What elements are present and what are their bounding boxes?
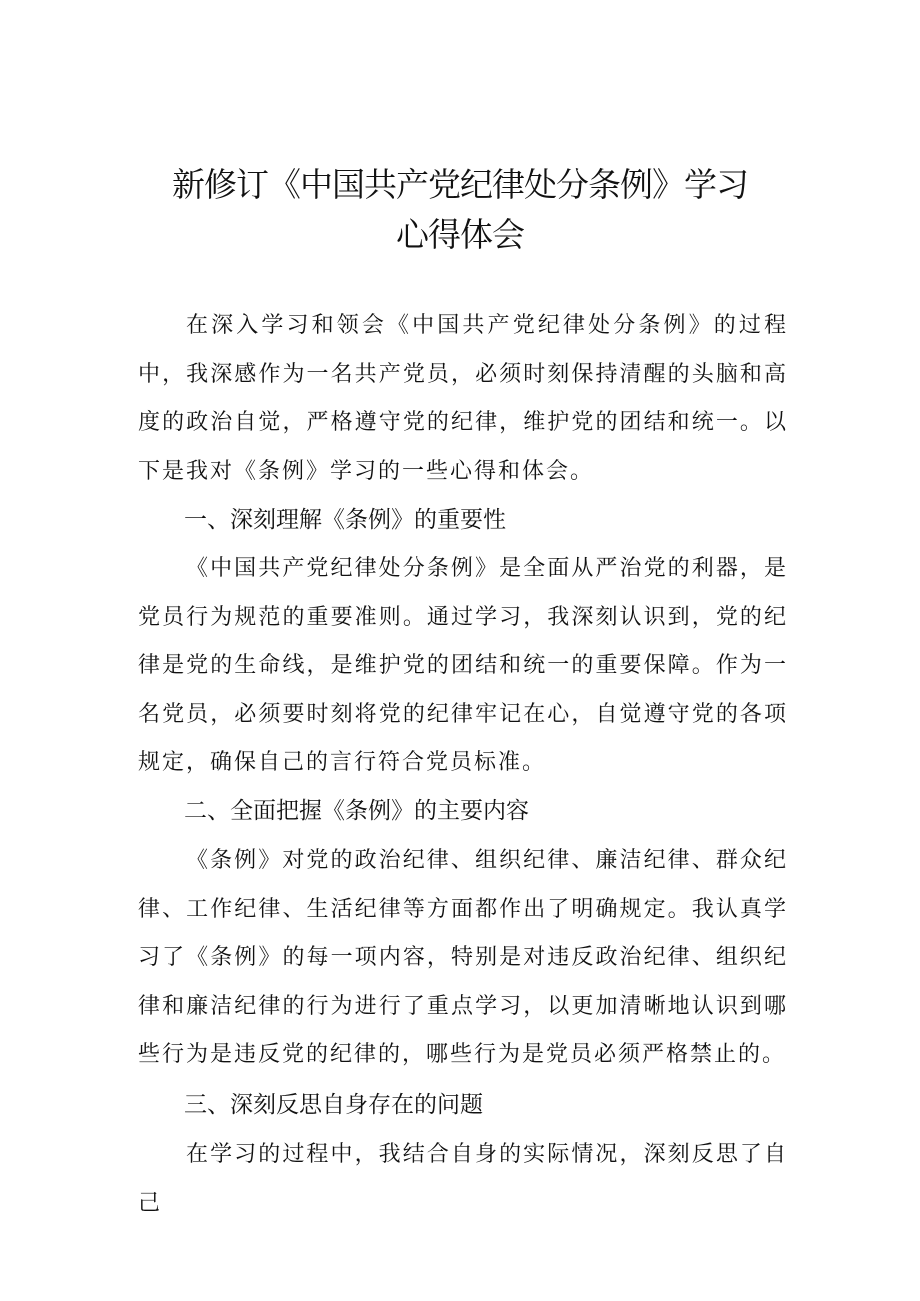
- section-heading-3: 三、深刻反思自身存在的问题: [184, 1092, 483, 1118]
- section-1-paragraph: 《中国共产党纪律处分条例》是全面从严治党的利器，是党员行为规范的重要准则。通过学习，我深刻认识到，党的纪律是党的生命线，是维护党的团结和统一的重要保障。作为一名党员，必须要时刻将党的纪律牢记在心，自觉遵守党的各项规定，确保自己的言行符合党员标准。: [138, 556, 788, 775]
- section-heading-1: 一、深刻理解《条例》的重要性: [184, 507, 506, 533]
- intro-paragraph: 在深入学习和领会《中国共产党纪律处分条例》的过程中，我深感作为一名共产党员，必须时刻保持清醒的头脑和高度的政治自觉，严格遵守党的纪律，维护党的团结和统一。以下是我对《条例》学习的一些心得和体会。: [138, 313, 788, 484]
- section-heading-2: 二、全面把握《条例》的主要内容: [184, 798, 529, 824]
- document-title-line-1: 新修订《中国共产党纪律处分条例》学习: [172, 165, 748, 204]
- section-2-paragraph: 《条例》对党的政治纪律、组织纪律、廉洁纪律、群众纪律、工作纪律、生活纪律等方面都作出了明确规定。我认真学习了《条例》的每一项内容，特别是对违反政治纪律、组织纪律和廉洁纪律的行为进行了重点学习，以更加清晰地认识到哪些行为是违反党的纪律的，哪些行为是党员必须严格禁止的。: [138, 848, 788, 1067]
- section-3-paragraph: 在学习的过程中，我结合自身的实际情况，深刻反思了自己: [138, 1142, 788, 1216]
- document-title-line-2: 心得体会: [396, 215, 524, 254]
